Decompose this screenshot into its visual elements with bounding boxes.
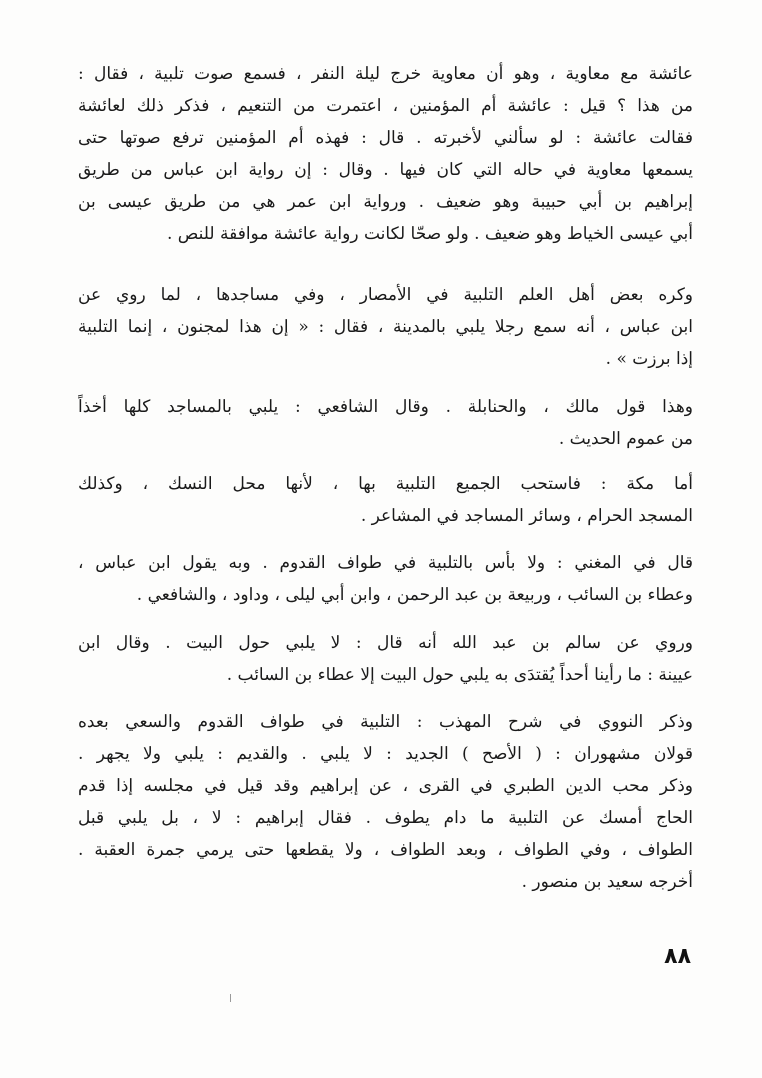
text-line: أخرجه سعيد بن منصور .	[521, 872, 693, 892]
text-line: الحاج أمسك عن التلبية ما دام يطوف . فقال إبراهيم : لا ، بل يلبي قبل	[78, 808, 693, 828]
paragraph-5	[78, 547, 693, 611]
text-line: وذكر محب الدين الطبري في القرى ، عن إبراهيم وقد قيل في مجلسه إذا قدم	[78, 776, 693, 796]
text-line: إبراهيم بن أبي حبيبة وهو ضعيف . ورواية ابن عمر هي من طريق عيسى بن	[78, 192, 693, 212]
text-line: من عموم الحديث .	[558, 429, 693, 449]
text-line: فقالت عائشة : لو سألني لأخبرته . قال : فهذه أم المؤمنين ترفع صوتها حتى	[78, 128, 693, 148]
paragraph-2	[78, 279, 693, 375]
text-line: إذا برزت » .	[605, 349, 693, 369]
text-line: المسجد الحرام ، وسائر المساجد في المشاعر .	[360, 506, 693, 526]
text-line: عائشة مع معاوية ، وهو أن معاوية خرج ليلة النفر ، فسمع صوت تلبية ، فقال :	[78, 64, 693, 84]
print-speck	[230, 994, 231, 1002]
paragraph-7	[78, 706, 693, 898]
text-line: وهذا قول مالك ، والحنابلة . وقال الشافعي : يلبي بالمساجد كلها أخذاً	[78, 397, 693, 417]
paragraph-3	[78, 391, 693, 455]
text-line: أما مكة : فاستحب الجميع التلبية بها ، لأنها محل النسك ، وكذلك	[78, 474, 693, 494]
text-line: أبي عيسى الخياط وهو ضعيف . ولو صحّا لكانت رواية عائشة موافقة للنص .	[167, 224, 693, 244]
text-line: قولان مشهوران : ( الأصح ) الجديد : لا يلبي . والقديم : يلبي ولا يجهر .	[78, 744, 693, 764]
text-line: من هذا ؟ قيل : عائشة أم المؤمنين ، اعتمرت من التنعيم ، فذكر ذلك لعائشة	[78, 96, 693, 116]
page-number: ٨٨	[664, 944, 691, 969]
text-line: وعطاء بن السائب ، وربيعة بن عبد الرحمن ، وابن أبي ليلى ، وداود ، والشافعي .	[136, 585, 693, 605]
text-line: الطواف ، وفي الطواف ، وبعد الطواف ، ولا يقطعها حتى يرمي جمرة العقبة .	[78, 840, 693, 860]
text-line: عيينة : ما رأينا أحداً يُقتدَى به يلبي حول البيت إلا عطاء بن السائب .	[226, 665, 693, 685]
text-line: وكره بعض أهل العلم التلبية في الأمصار ، وفي مساجدها ، لما روي عن	[78, 285, 693, 305]
text-line: وذكر النووي في شرح المهذب : التلبية في طواف القدوم والسعي بعده	[78, 712, 693, 732]
text-line: يسمعها معاوية في حاله التي كان فيها . وقال : إن رواية ابن عباس من طريق	[78, 160, 693, 180]
text-line: قال في المغني : ولا بأس بالتلبية في طواف القدوم . وبه يقول ابن عباس ،	[78, 553, 693, 573]
paragraph-6	[78, 627, 693, 691]
paragraph-4	[78, 468, 693, 532]
text-line: ابن عباس ، أنه سمع رجلا يلبي بالمدينة ، فقال : « إن هذا لمجنون ، إنما التلبية	[78, 317, 693, 337]
text-line: وروي عن سالم بن عبد الله أنه قال : لا يلبي حول البيت . وقال ابن	[78, 633, 693, 653]
paragraph-1	[78, 58, 693, 250]
